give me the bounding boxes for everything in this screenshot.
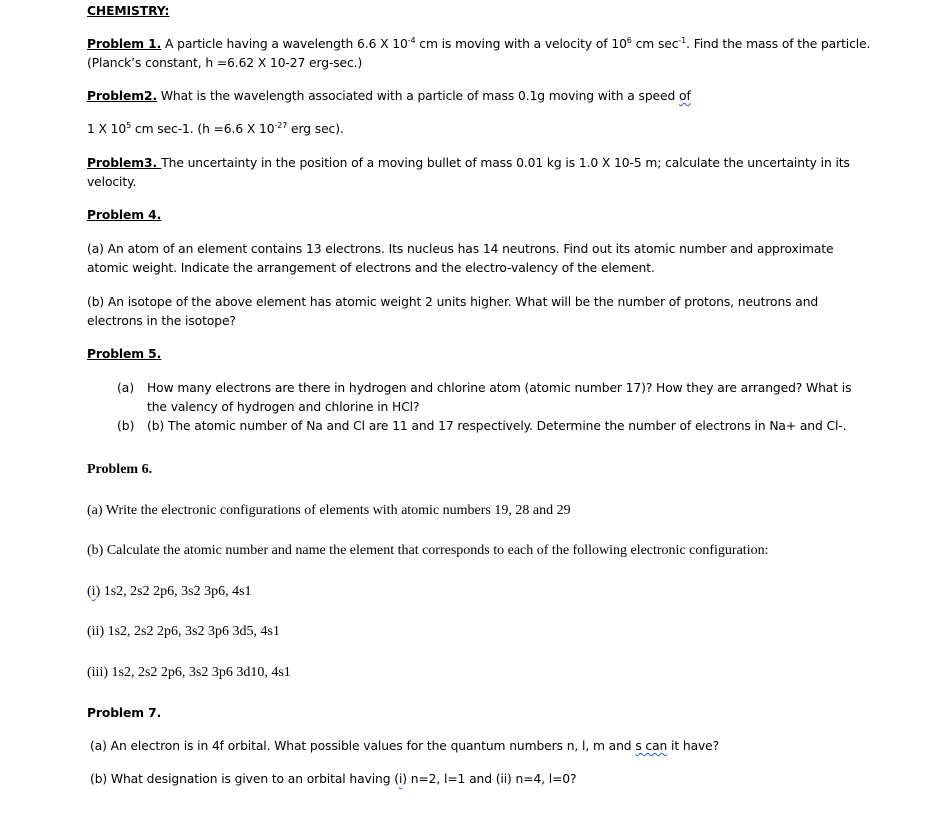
problem-6-config-iii: (iii) 1s2, 2s2 2p6, 3s2 3p6 3d10, 4s1 bbox=[87, 665, 291, 680]
problem-6-config-ii: (ii) 1s2, 2s2 2p6, 3s2 3p6 3d5, 4s1 bbox=[87, 624, 280, 639]
problem-5b-marker: (b) bbox=[117, 419, 135, 433]
problem-6a: (a) Write the electronic configurations of elements with atomic numbers 19, 28 and 29 bbox=[87, 503, 571, 518]
problem-2-line-1: Problem2. What is the wavelength associated with a particle of mass 0.1g moving with a speed of bbox=[87, 89, 691, 103]
problem-4a-line-2: atomic weight. Indicate the arrangement of electrons and the electro-valency of the element. bbox=[87, 261, 655, 275]
problem-5a-marker: (a) bbox=[117, 381, 135, 395]
problem-6-config-i: (i) 1s2, 2s2 2p6, 3s2 3p6, 4s1 bbox=[87, 584, 252, 599]
problem-4a-line-1: (a) An atom of an element contains 13 electrons. Its nucleus has 14 neutrons. Find out its atomic number and approximate bbox=[87, 242, 834, 256]
problem-3-line-1: Problem3. The uncertainty in the position of a moving bullet of mass 0.01 kg is 1.0 X 10-5 m; calculate the uncertainty in its bbox=[87, 156, 850, 170]
problem-7-label: Problem 7. bbox=[87, 706, 162, 720]
problem-1-label: Problem 1. bbox=[87, 37, 162, 51]
problem-6-label: Problem 6. bbox=[87, 462, 153, 477]
subject-heading: CHEMISTRY: bbox=[87, 4, 170, 18]
problem-7a: (a) An electron is in 4f orbital. What possible values for the quantum numbers n, l, m and s can it have? bbox=[90, 739, 720, 753]
problem-4-label: Problem 4. bbox=[87, 208, 162, 222]
problem-6b: (b) Calculate the atomic number and name the element that corresponds to each of the following electronic configuration: bbox=[87, 543, 769, 558]
problem-4b-line-1: (b) An isotope of the above element has atomic weight 2 units higher. What will be the number of protons, neutrons and bbox=[87, 295, 819, 309]
problem-5b-line-1: (b) The atomic number of Na and Cl are 11 and 17 respectively. Determine the number of electrons in Na+ and Cl-. bbox=[147, 419, 847, 433]
problem-4b-line-2: electrons in the isotope? bbox=[87, 314, 236, 328]
problem-1-line-2: (Planck’s constant, h =6.62 X 10-27 erg-sec.) bbox=[87, 56, 363, 70]
problem-5a-line-2: the valency of hydrogen and chlorine in HCl? bbox=[147, 400, 420, 414]
problem-5a-line-1: How many electrons are there in hydrogen and chlorine atom (atomic number 17)? How they are arranged? What is bbox=[147, 381, 852, 395]
problem-5-label: Problem 5. bbox=[87, 347, 162, 361]
problem-3-line-2: velocity. bbox=[87, 175, 137, 189]
problem-2-label: Problem2. bbox=[87, 89, 158, 103]
problem-7b: (b) What designation is given to an orbital having (i) n=2, l=1 and (ii) n=4, l=0? bbox=[90, 772, 577, 786]
problem-3-label: Problem3. bbox=[87, 156, 162, 170]
problem-2-line-2: 1 X $10^5$ cm sec-1. (h =6.6 X $10^{-27}$ erg sec). bbox=[87, 121, 344, 136]
problem-1-line-1: Problem 1. A particle having a wavelength 6.6 X $10^{-4}$ cm is moving with a velocity of $10^6$ cm $\sec^{-1}$. Find the mass of the particle. bbox=[87, 36, 871, 51]
